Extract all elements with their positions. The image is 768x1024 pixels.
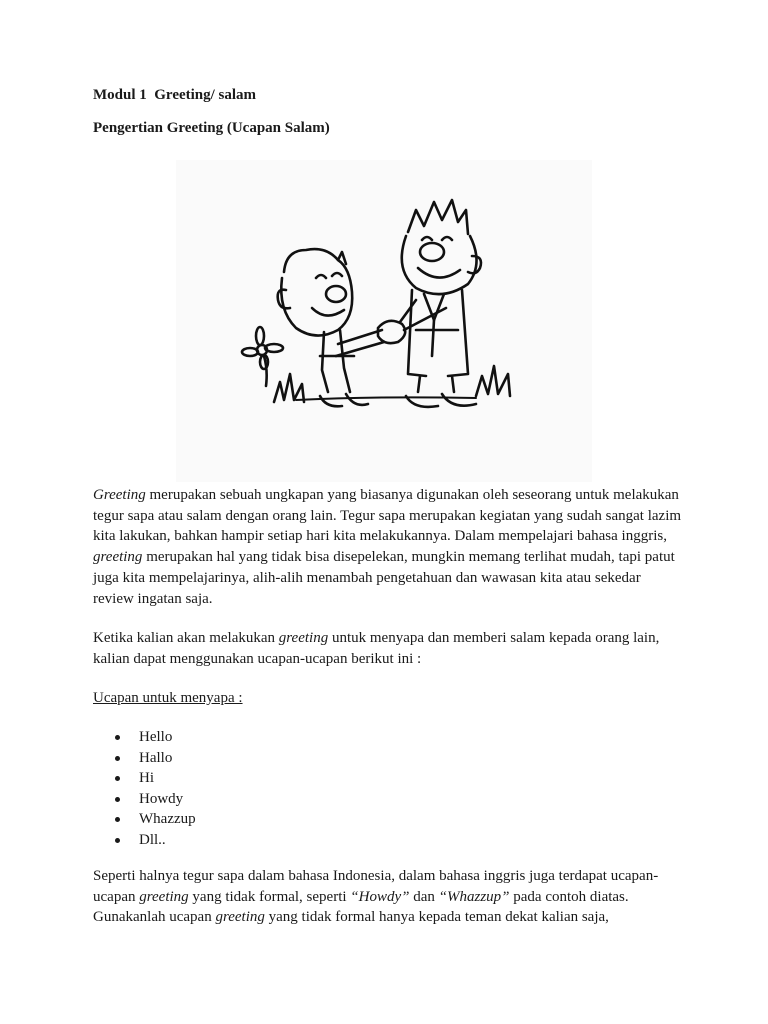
list-item (93, 748, 196, 769)
greeting-term: greeting (215, 909, 265, 926)
flower-drawing (242, 327, 283, 386)
bullet-icon (115, 817, 120, 822)
greeting-illustration (176, 160, 592, 482)
greeting-term: Greeting (93, 487, 146, 503)
grass-right-drawing (476, 366, 510, 396)
paragraph-text: Ketika kalian akan melakukan (93, 630, 279, 646)
paragraph-text: yang tidak formal hanya kepada teman dekat kalian saja, (264, 909, 609, 926)
bullet-icon (115, 838, 120, 843)
paragraph-informal-greetings (93, 866, 683, 928)
paragraph-greeting-definition (93, 485, 683, 609)
module-title: Modul 1 Greeting/ salam (93, 87, 257, 103)
list-item (93, 768, 196, 789)
list-item (93, 830, 196, 851)
greetings-heading: Ucapan untuk menyapa : (93, 690, 243, 706)
small-boy-drawing (278, 249, 384, 406)
bullet-icon (115, 776, 120, 781)
list-item (93, 727, 196, 748)
paragraph-text: yang tidak formal, seperti (188, 888, 351, 905)
paragraph-text: untuk menyapa dan memberi salam kepada orang lain, kalian dapat menggunakan ucapan-ucapan berikut ini : (93, 630, 660, 667)
paragraph-text: pada contoh diatas. Gunakanlah ucapan (93, 888, 629, 926)
tall-boy-drawing (400, 200, 481, 407)
greeting-term: greeting (139, 888, 189, 905)
greeting-word: Whazzup (139, 811, 196, 827)
bullet-icon (115, 756, 120, 761)
two-boys-shaking-hands-drawing (176, 160, 592, 482)
paragraph-text: Seperti halnya tegur sapa dalam bahasa Indonesia, dalam bahasa inggris juga terdapat ucapan-ucapan (93, 868, 659, 905)
list-item (93, 789, 196, 810)
quoted-greeting: “Whazzup” (438, 888, 510, 905)
greeting-word: Hallo (139, 749, 173, 766)
greeting-word: Hi (139, 770, 154, 786)
grass-left-drawing (274, 374, 304, 402)
paragraph-text: merupakan sebuah ungkapan yang biasanya digunakan oleh seseorang untuk melakukan tegur sapa atau salam dengan orang lain. Tegur sapa merupakan kegiatan yang sudah sangat lazim kita lakukan, bahkan hampir setiap hari kita melakukannya. Dalam mempelajari bahasa inggris, (93, 487, 682, 545)
paragraph-greeting-usage (93, 628, 683, 669)
greeting-word: Howdy (139, 790, 184, 807)
paragraph-text: merupakan hal yang tidak bisa disepelekan, mungkin memang terlihat mudah, tapi patut juga kita mempelajarinya, alih-alih menambah pengetahuan dan wawasan kita atau sekedar review ingatan saja. (93, 549, 675, 607)
bullet-icon (115, 735, 120, 740)
quoted-greeting: “Howdy” (350, 888, 410, 905)
section-subtitle: Pengertian Greeting (Ucapan Salam) (93, 120, 330, 136)
list-item (93, 809, 196, 830)
greetings-list (93, 727, 196, 850)
greeting-word: Dll.. (139, 831, 166, 848)
greeting-term: greeting (93, 549, 143, 566)
paragraph-text: dan (409, 888, 439, 905)
greeting-term: greeting (278, 630, 329, 646)
greeting-word: Hello (139, 729, 173, 745)
bullet-icon (115, 797, 120, 802)
handshake-drawing (378, 321, 405, 343)
